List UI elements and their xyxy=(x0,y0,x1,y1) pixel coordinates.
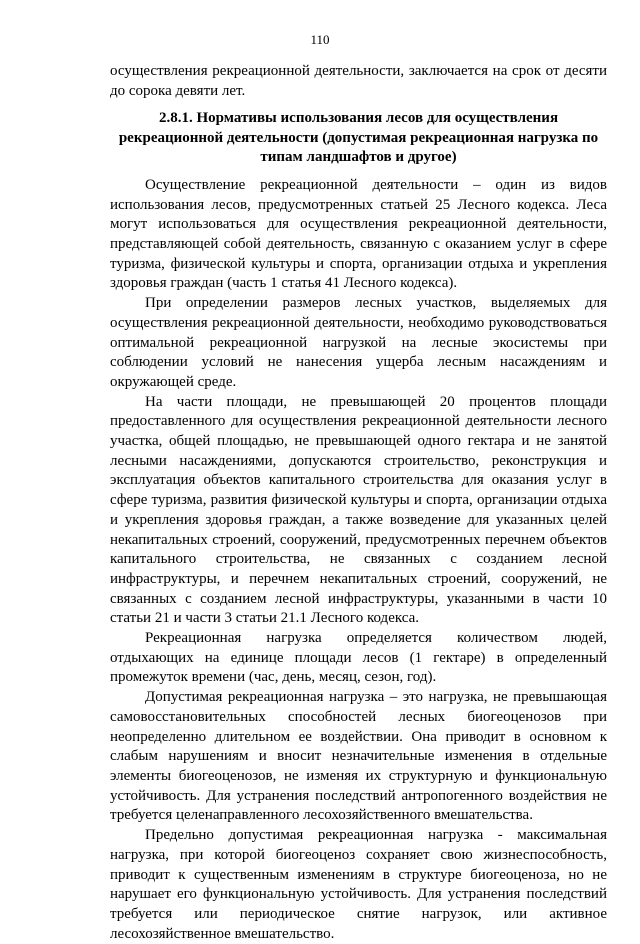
document-body xyxy=(110,62,607,944)
paragraph-load-definition: Рекреационная нагрузка определяется количеством людей, отдыхающих на единице площади лесов (1 гектаре) в определенный промежуток времени (час, день, месяц, сезон, год). xyxy=(110,630,607,686)
section-heading: 2.8.1. Нормативы использования лесов для осуществления рекреационной деятельности (допустимая рекреационная нагрузка по типам ландшафтов и другое) xyxy=(118,110,599,166)
paragraph-plot-size: При определении размеров лесных участков, выделяемых для осуществления рекреационной деятельности, необходимо руководствоваться оптимальной рекреационной нагрузкой на лесные экосистемы при соблюдении условий не нанесения ущерба лесным насаждениям и окружающей среде. xyxy=(110,295,607,390)
paragraph-permissible-load: Допустимая рекреационная нагрузка – это нагрузка, не превышающая самовосстановительных способностей лесных биогеоценозов при неопределенно длительном ее воздействии. Она приводит в основном к слабым нарушениям и вносит незначительные изменения в отдельные элементы биогеоценозов, не изменяя их структурную и функциональную устойчивость. Для устранения последствий антропогенного воздействия не требуется целенаправленного лесохозяйственного вмешательства. xyxy=(110,689,607,824)
paragraph-recreation-definition: Осуществление рекреационной деятельности – один из видов использования лесов, предусмотренных статьей 25 Лесного кодекса. Леса могут использоваться для осуществления рекреационной деятельности, представляющей собой деятельность, связанную с оказанием услуг в сфере туризма, физической культуры и спорта, организации отдыха и укрепления здоровья граждан (часть 1 статья 41 Лесного кодекса). xyxy=(110,176,607,292)
paragraph-maximum-load: Предельно допустимая рекреационная нагрузка - максимальная нагрузка, при которой биогеоценоз сохраняет свою жизнеспособность, приводит к существенным изменениям в структуре биогеоценоза, но не нарушает его функциональную устойчивость. Для устранения последствий требуется или периодическое снятие нагрузок, или активное лесохозяйственное вмешательство. xyxy=(110,827,607,942)
continuation-paragraph: осуществления рекреационной деятельности, заключается на срок от десяти до сорока девяти лет. xyxy=(110,63,607,99)
page-number: 110 xyxy=(310,32,330,47)
paragraph-construction-allowance: На части площади, не превышающей 20 процентов площади предоставленного для осуществления рекреационной деятельности лесного участка, общей площадью, не превышающей одного гектара и не занятой лесными насаждениями, допускаются строительство, реконструкция и эксплуатация объектов капитального строительства для оказания услуг в сфере туризма, развития физической культуры и спорта, организации отдыха и укрепления здоровья граждан, а также возведение для указанных целей некапитальных строений, сооружений, предусмотренных перечнем объектов капитального строительства, не связанных с созданием лесной инфраструктуры, и перечнем некапитальных строений, сооружений, не связанных с созданием лесной инфраструктуры, указанными в части 10 статьи 21 и части 3 статьи 21.1 Лесного кодекса. xyxy=(110,393,607,627)
